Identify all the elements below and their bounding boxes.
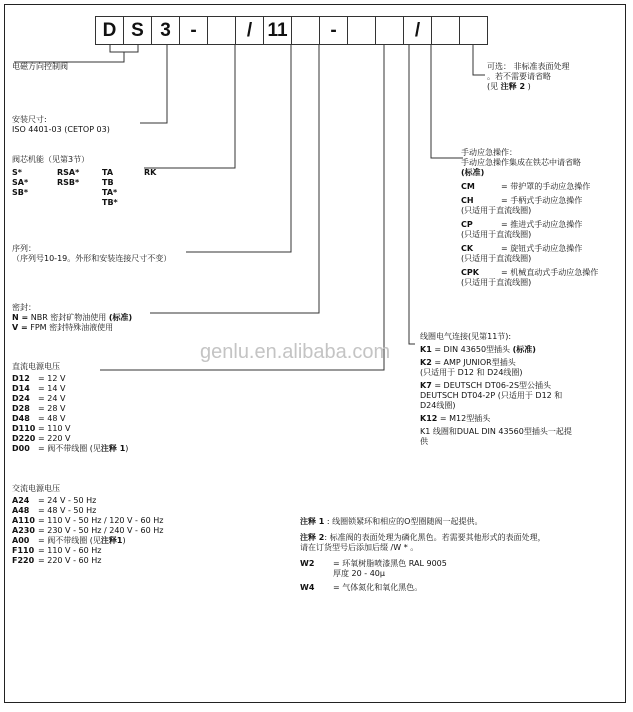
notes-block	[300, 517, 620, 593]
note-text: 请在订货型号后添加后缀 /W * 。	[300, 543, 419, 552]
series-block	[12, 244, 171, 264]
ac-voltage-block	[12, 484, 163, 566]
ac-voltage-title: 交流电源电压	[12, 484, 60, 493]
connector-item	[420, 381, 610, 411]
spool-code: RSB*	[57, 178, 80, 187]
override-desc: = 机械直动式手动应急操作	[501, 268, 599, 277]
watermark: genlu.en.alibaba.com	[200, 341, 391, 363]
dc-voltage-row-d00	[12, 444, 128, 454]
dc-value: = 24 V	[38, 394, 66, 403]
code-box: 3	[151, 16, 180, 45]
dc-voltage-row	[12, 434, 128, 444]
connector-desc: = M12型插头	[439, 414, 491, 423]
spool-code: RSA*	[57, 168, 80, 177]
spool-block	[12, 155, 212, 208]
ac-value: = 220 V - 60 Hz	[38, 556, 102, 565]
ac-voltage-row	[12, 506, 163, 516]
connector-item	[420, 358, 610, 378]
connector-code: K2	[420, 358, 432, 367]
dc-value: = 28 V	[38, 404, 66, 413]
override-item	[461, 196, 621, 216]
ac-code: A230	[12, 526, 35, 535]
finish-code: W2	[300, 559, 315, 568]
dc-code: D110	[12, 424, 36, 433]
override-desc: = 带护罩的手动应急操作	[501, 182, 591, 191]
seal-key-n: N =	[12, 313, 29, 322]
mounting-block	[12, 115, 110, 135]
note-2	[300, 533, 620, 553]
note-ref: 注释 1	[100, 444, 126, 453]
finish-code: W4	[300, 583, 315, 592]
override-note: (只适用于直流线圈)	[461, 230, 532, 239]
spool-code: S*	[12, 168, 22, 177]
code-box: -	[319, 16, 348, 45]
ac-voltage-row	[12, 516, 163, 526]
connector-item	[420, 414, 610, 424]
spool-code: TA*	[102, 188, 118, 197]
spool-code: RK	[144, 168, 157, 177]
ac-value: = 110 V - 60 Hz	[38, 546, 102, 555]
finish-w2	[300, 559, 620, 569]
connector-code: K7	[420, 381, 432, 390]
dc-code: D14	[12, 384, 30, 393]
spool-col-2	[57, 168, 102, 208]
connector-extra	[420, 427, 610, 447]
valve-type-block	[12, 62, 68, 72]
spool-col-4	[144, 168, 156, 208]
override-desc: = 推进式手动应急操作	[501, 220, 583, 229]
code-box: /	[235, 16, 264, 45]
override-note: (只适用于直流线圈)	[461, 206, 532, 215]
finish-w4	[300, 583, 620, 593]
manual-override-desc: 手动应急操作集成在铁芯中请省略	[461, 158, 581, 167]
ac-code: F110	[12, 546, 35, 555]
dc-voltage-row	[12, 424, 128, 434]
spool-code: TB	[102, 178, 114, 187]
valve-type-title: 电磁方向控制阀	[12, 62, 68, 71]
series-title: 序列：	[12, 244, 36, 253]
bracket-open: (见	[487, 82, 499, 91]
seals-title: 密封：	[12, 303, 36, 312]
connector-item	[420, 345, 610, 355]
seal-text-v: FPM 密封特殊油液使用	[30, 323, 114, 332]
standard-tag: (标准)	[108, 313, 133, 322]
coil-connection-title: 线圈电气连接(见第11节):	[420, 332, 512, 341]
mounting-value: ISO 4401-03 (CETOP 03)	[12, 125, 110, 134]
ac-voltage-row-a00	[12, 536, 163, 546]
optional-block	[487, 62, 570, 92]
override-desc: = 旋钮式手动应急操作	[501, 244, 583, 253]
ac-voltage-row	[12, 556, 163, 566]
spool-code: TA	[102, 168, 114, 177]
override-note: (只适用于直流线圈)	[461, 278, 532, 287]
note-label: 注释 2	[300, 533, 325, 542]
dc-code: D00	[12, 444, 30, 453]
code-box: /	[403, 16, 432, 45]
ac-code: A24	[12, 496, 30, 505]
dc-voltage-row	[12, 394, 128, 404]
note-ref: 注释1	[100, 536, 123, 545]
connector-note: DEUTSCH DT04-2P (只适用于 D12 和	[420, 391, 563, 400]
bracket-close: )	[527, 82, 531, 91]
code-box: 11	[263, 16, 292, 45]
connector-desc: = AMP JUNIOR型插头	[434, 358, 516, 367]
spool-code: SA*	[12, 178, 29, 187]
ac-code: A48	[12, 506, 30, 515]
note-ref: 注释 2	[500, 82, 526, 91]
dc-code: D220	[12, 434, 36, 443]
ac-code: A00	[12, 536, 30, 545]
seals-block	[12, 303, 132, 333]
optional-line-2: 。若不需要请省略	[487, 72, 551, 81]
spool-title: 阀芯机能（见第3节）	[12, 155, 90, 164]
manual-override-title: 手动应急操作：	[461, 148, 517, 157]
mounting-title: 安装尺寸:	[12, 115, 47, 124]
spool-code: SB*	[12, 188, 29, 197]
standard-tag: (标准)	[461, 168, 485, 177]
override-item	[461, 182, 621, 192]
ac-code: A110	[12, 516, 35, 525]
note-text: : 线圈锁紧环和相应的O型圈随阀一起提供。	[326, 517, 483, 526]
override-item	[461, 244, 621, 264]
dc-code: D24	[12, 394, 30, 403]
dc-value: = 12 V	[38, 374, 66, 383]
dc-voltage-row	[12, 404, 128, 414]
ac-voltage-row	[12, 546, 163, 556]
connector-extra-line: 供	[420, 437, 428, 446]
connector-note: (只适用于 D12 和 D24线圈)	[420, 368, 523, 377]
ac-value: = 24 V - 50 Hz	[38, 496, 97, 505]
series-desc: （序列号10-19。外形和安装连接尺寸不变）	[12, 254, 172, 263]
ac-value: = 阀不带线圈 (见	[38, 536, 101, 545]
spool-col-1	[12, 168, 57, 208]
override-note: (只适用于直流线圈)	[461, 254, 532, 263]
note-1	[300, 517, 620, 527]
finish-w2-thickness: 厚度 20 - 40μ	[333, 569, 385, 578]
ac-voltage-row	[12, 526, 163, 536]
connector-desc: = DIN 43650型插头	[434, 345, 511, 354]
ac-value: = 230 V - 50 Hz / 240 V - 60 Hz	[38, 526, 164, 535]
ac-voltage-row	[12, 496, 163, 506]
override-code: CM	[461, 182, 475, 191]
note-label: 注释 1	[300, 517, 325, 526]
dc-voltage-row	[12, 414, 128, 424]
override-item	[461, 220, 621, 240]
dc-code: D28	[12, 404, 30, 413]
dc-code: D48	[12, 414, 30, 423]
connector-note: D24线圈)	[420, 401, 456, 410]
dc-value: = 14 V	[38, 384, 66, 393]
ac-value: = 48 V - 50 Hz	[38, 506, 97, 515]
spool-code: TB*	[102, 198, 118, 207]
override-code: CPK	[461, 268, 479, 277]
ac-value: = 110 V - 50 Hz / 120 V - 60 Hz	[38, 516, 164, 525]
note-text: : 标准阀的表面处理为磷化黑色。若需要其他形式的表面处理，	[324, 533, 546, 542]
dc-voltage-block	[12, 362, 128, 454]
connector-desc: = DEUTSCH DT06-2S型公插头	[434, 381, 552, 390]
dc-code: D12	[12, 374, 30, 383]
code-box: D	[95, 16, 124, 45]
bracket-close: )	[125, 444, 129, 453]
code-box: -	[179, 16, 208, 45]
dc-voltage-row	[12, 374, 128, 384]
override-desc: = 手柄式手动应急操作	[501, 196, 583, 205]
dc-value: = 110 V	[38, 424, 71, 433]
dc-value: = 48 V	[38, 414, 66, 423]
connector-code: K1	[420, 345, 432, 354]
manual-override-block	[461, 148, 621, 288]
spool-col-3	[102, 168, 144, 208]
dc-value: = 220 V	[38, 434, 71, 443]
override-code: CP	[461, 220, 473, 229]
seal-text-n: NBR 密封矿物油使用	[30, 313, 107, 322]
connector-code: K12	[420, 414, 438, 423]
dc-voltage-title: 直流电源电压	[12, 362, 60, 371]
optional-line-1: 可选： 非标准表面处理	[487, 62, 570, 71]
dc-voltage-row	[12, 384, 128, 394]
bracket-close: )	[122, 536, 126, 545]
override-code: CK	[461, 244, 474, 253]
connector-extra-line: K1 线圈和DUAL DIN 43560型插头一起提	[420, 427, 572, 436]
coil-connection-block	[420, 332, 610, 447]
dc-value: = 阀不带线圈 (见	[38, 444, 101, 453]
code-box: S	[123, 16, 152, 45]
override-item	[461, 268, 621, 288]
override-code: CH	[461, 196, 474, 205]
finish-desc: = 环氧树脂喷漆黑色 RAL 9005	[333, 559, 447, 568]
standard-tag: (标准)	[512, 345, 536, 354]
seal-key-v: V =	[12, 323, 28, 332]
finish-desc: = 气体氮化和氧化黑色。	[333, 583, 423, 592]
ac-code: F220	[12, 556, 35, 565]
